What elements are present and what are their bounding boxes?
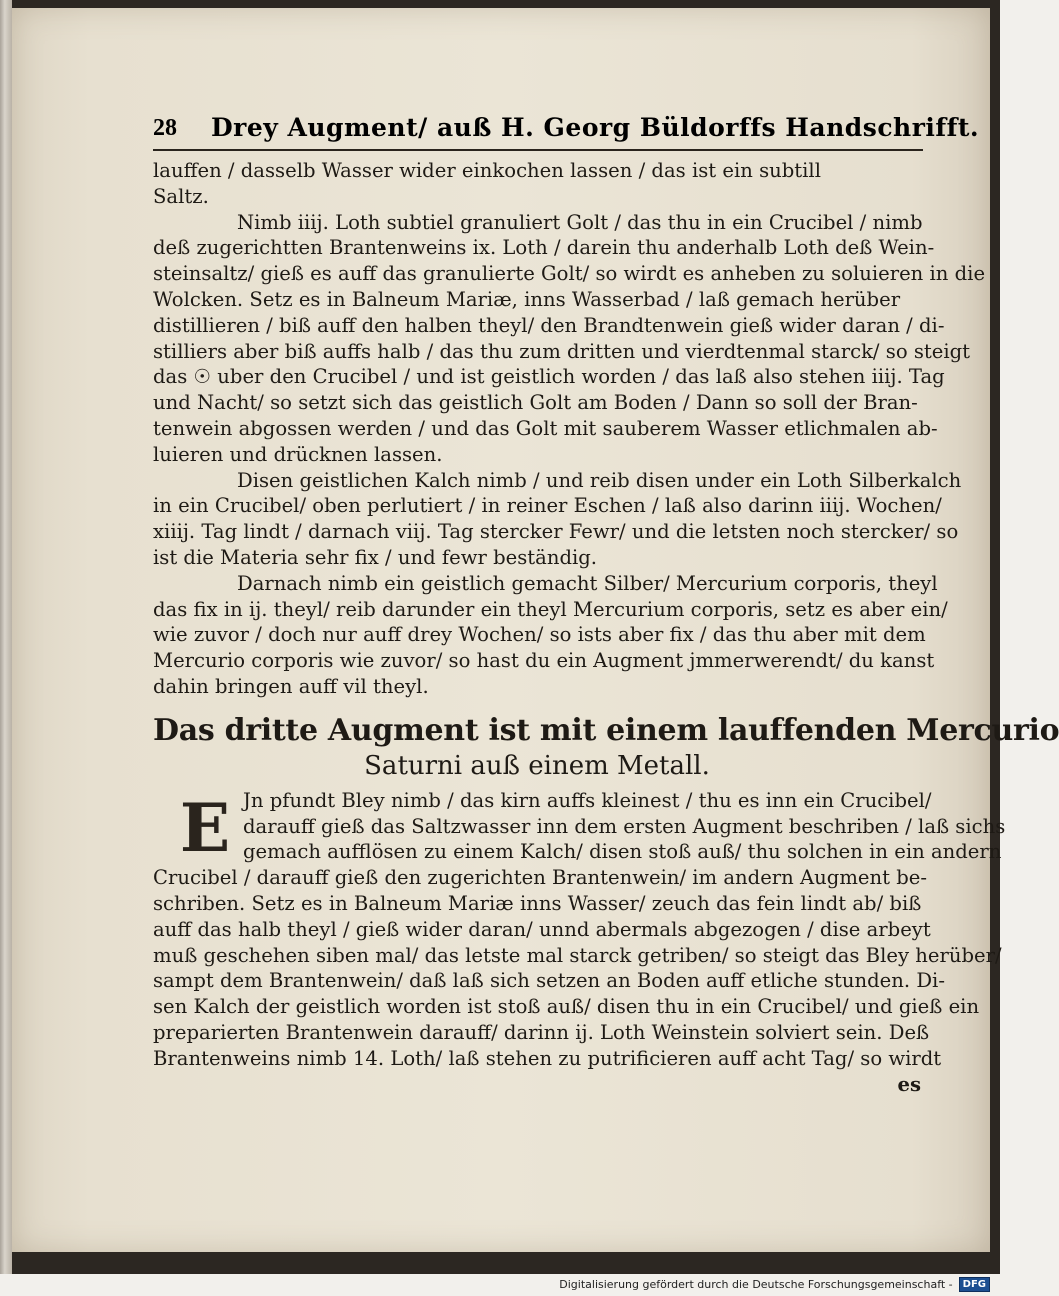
paragraph-2	[153, 210, 986, 468]
text-line: preparierten Brantenwein darauff/ darinn ij. Loth Weinstein solviert sein. Deß	[153, 1020, 930, 1044]
section-heading-line2: Saturni auß einem Metall.	[364, 750, 710, 781]
text-line: Brantenweins nimb 14. Loth/ laß stehen zu putrificieren auff acht Tag/ so wirdt	[153, 1046, 942, 1070]
page-header	[153, 113, 980, 151]
text-line: Disen geistlichen Kalch nimb / und reib disen under ein Loth Silberkalch	[237, 468, 962, 492]
text-line: tenwein abgossen werden / und das Golt mit sauberem Wasser etlichmalen ab-	[153, 416, 938, 440]
text-line: dahin bringen auff vil theyl.	[153, 674, 429, 698]
section-paragraph	[153, 788, 1006, 1098]
digitization-footer	[559, 1277, 990, 1292]
text-line: Saltz.	[153, 184, 209, 208]
text-line: darauff gieß das Saltzwasser inn dem ersten Augment beschriben / laß sichs	[243, 814, 1006, 838]
text-line: lauffen / dasselb Wasser wider einkochen lassen / das ist ein subtill	[153, 159, 821, 182]
text-line: schriben. Setz es in Balneum Mariæ inns Wasser/ zeuch das fein lindt ab/ biß	[153, 891, 922, 915]
text-line: luieren und drücknen lassen.	[153, 442, 443, 466]
paragraph-3	[153, 468, 962, 571]
text-line: Wolcken. Setz es in Balneum Mariæ, inns Wasserbad / laß gemach herüber	[153, 287, 901, 311]
section-heading-line1: Das dritte Augment ist mit einem lauffenden Mercurio	[153, 712, 1059, 748]
text-line: Jn pfundt Bley nimb / das kirn auffs kleinest / thu es inn ein Crucibel/	[243, 788, 932, 812]
dfg-logo: DFG	[959, 1277, 990, 1292]
paragraph-1	[153, 158, 921, 210]
text-line: deß zugerichtten Brantenweins ix. Loth / darein thu anderhalb Loth deß Wein-	[153, 236, 935, 260]
text-line: Darnach nimb ein geistlich gemacht Silber/ Mercurium corporis, theyl	[237, 571, 938, 595]
book-edge	[0, 0, 12, 1274]
catchword: es	[897, 1072, 921, 1096]
text-line: sampt dem Brantenwein/ daß laß sich setzen an Boden auff etliche stunden. Di-	[153, 969, 945, 993]
paragraph-4	[153, 571, 948, 700]
text-line: Crucibel / darauff gieß den zugerichten Brantenwein/ im andern Augment be-	[153, 866, 927, 890]
text-line: und Nacht/ so setzt sich das geistlich Golt am Boden / Dann so soll der Bran-	[153, 391, 918, 415]
text-line: sen Kalch der geistlich worden ist stoß auß/ disen thu in ein Crucibel/ und gieß ein	[153, 995, 980, 1019]
text-line: wie zuvor / doch nur auff drey Wochen/ so ists aber fix / das thu aber mit dem	[153, 623, 926, 647]
drop-cap: E	[179, 788, 231, 867]
text-line: distillieren / biß auff den halben theyl/ den Brandtenwein gieß wider daran / di-	[153, 313, 945, 337]
page-number: 28	[153, 115, 177, 141]
running-head: Drey Augment/ auß H. Georg Büldorffs Handschrifft.	[211, 113, 980, 142]
text-line: Mercurio corporis wie zuvor/ so hast du ein Augment jmmerwerendt/ du kanst	[153, 649, 935, 673]
text-line: Nimb iiij. Loth subtiel granuliert Golt / das thu in ein Crucibel / nimb	[237, 210, 923, 234]
text-line: steinsaltz/ gieß es auff das granulierte Golt/ so wirdt es anheben zu soluieren in die	[153, 262, 986, 286]
text-line: in ein Crucibel/ oben perlutiert / in reiner Eschen / laß also darinn iiij. Wochen/	[153, 494, 942, 518]
text-line: auff das halb theyl / gieß wider daran/ unnd abermals abgezogen / dise arbeyt	[153, 917, 931, 941]
text-line: stilliers aber biß auffs halb / das thu zum dritten und vierdtenmal starck/ so steigt	[153, 339, 971, 363]
text-line: muß geschehen siben mal/ das letste mal starck getriben/ so steigt das Bley herüber/	[153, 943, 1002, 967]
text-line: das fix in ij. theyl/ reib darunder ein theyl Mercurium corporis, setz es aber ein/	[153, 597, 948, 621]
text-line: das ☉ uber den Crucibel / und ist geistlich worden / das laß also stehen iiij. Tag	[153, 365, 945, 389]
text-line: gemach aufflösen zu einem Kalch/ disen stoß auß/ thu solchen in ein andern	[243, 840, 1002, 864]
page-body	[153, 158, 1059, 1097]
footer-text: Digitalisierung gefördert durch die Deutsche Forschungsgemeinschaft -	[559, 1278, 953, 1291]
text-line: xiiij. Tag lindt / darnach viij. Tag stercker Fewr/ und die letsten noch stercker/ so	[153, 520, 959, 544]
text-line: ist die Materia sehr fix / und fewr beständig.	[153, 545, 598, 569]
